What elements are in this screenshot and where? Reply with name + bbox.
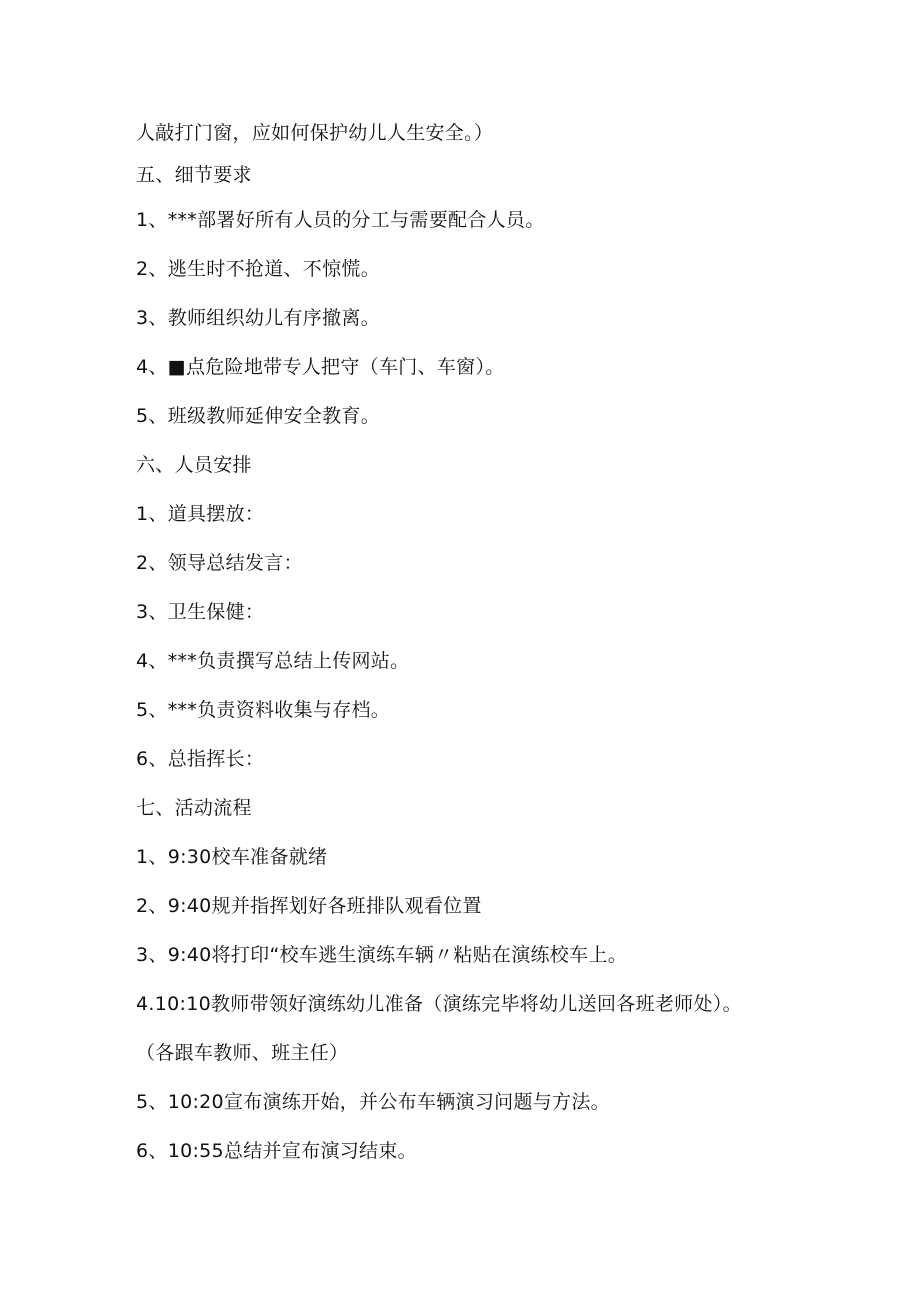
text-line: （各跟车教师、班主任） (136, 1042, 349, 1064)
list-item: 2、逃生时不抢道、不惊慌。 (136, 258, 380, 280)
section-heading: 五、细节要求 (136, 164, 252, 186)
list-item: 3、9:40将打印“校车逃生演练车辆〃粘贴在演练校车上。 (136, 944, 627, 966)
list-item: 1、道具摆放： (136, 503, 265, 525)
list-item: 5、10:20宣布演练开始，并公布车辆演习问题与方法。 (136, 1091, 610, 1113)
list-item: 4、***负责撰写总结上传网站。 (136, 650, 410, 672)
list-item: 2、领导总结发言： (136, 552, 303, 574)
list-item: 3、卫生保健： (136, 601, 265, 623)
text-line: 人敲打门窗，应如何保护幼儿人生安全。） (136, 122, 494, 144)
list-item: 2、9:40规并指挥划好各班排队观看位置 (136, 895, 482, 917)
list-item: 4.10:10教师带领好演练幼儿准备（演练完毕将幼儿送回各班老师处）。 (136, 993, 742, 1015)
list-item: 6、总指挥长： (136, 748, 265, 770)
list-item: 3、教师组织幼儿有序撤离。 (136, 307, 380, 329)
section-heading: 七、活动流程 (136, 797, 252, 819)
list-item: 4、■点危险地带专人把守（车门、车窗）。 (136, 356, 505, 378)
list-item: 1、***部署好所有人员的分工与需要配合人员。 (136, 209, 545, 231)
list-item: 6、10:55总结并宣布演习结束。 (136, 1140, 417, 1162)
list-item: 5、***负责资料收集与存档。 (136, 699, 391, 721)
list-item: 5、班级教师延伸安全教育。 (136, 405, 380, 427)
section-heading: 六、人员安排 (136, 454, 252, 476)
list-item: 1、9:30校车准备就绪 (136, 846, 328, 868)
